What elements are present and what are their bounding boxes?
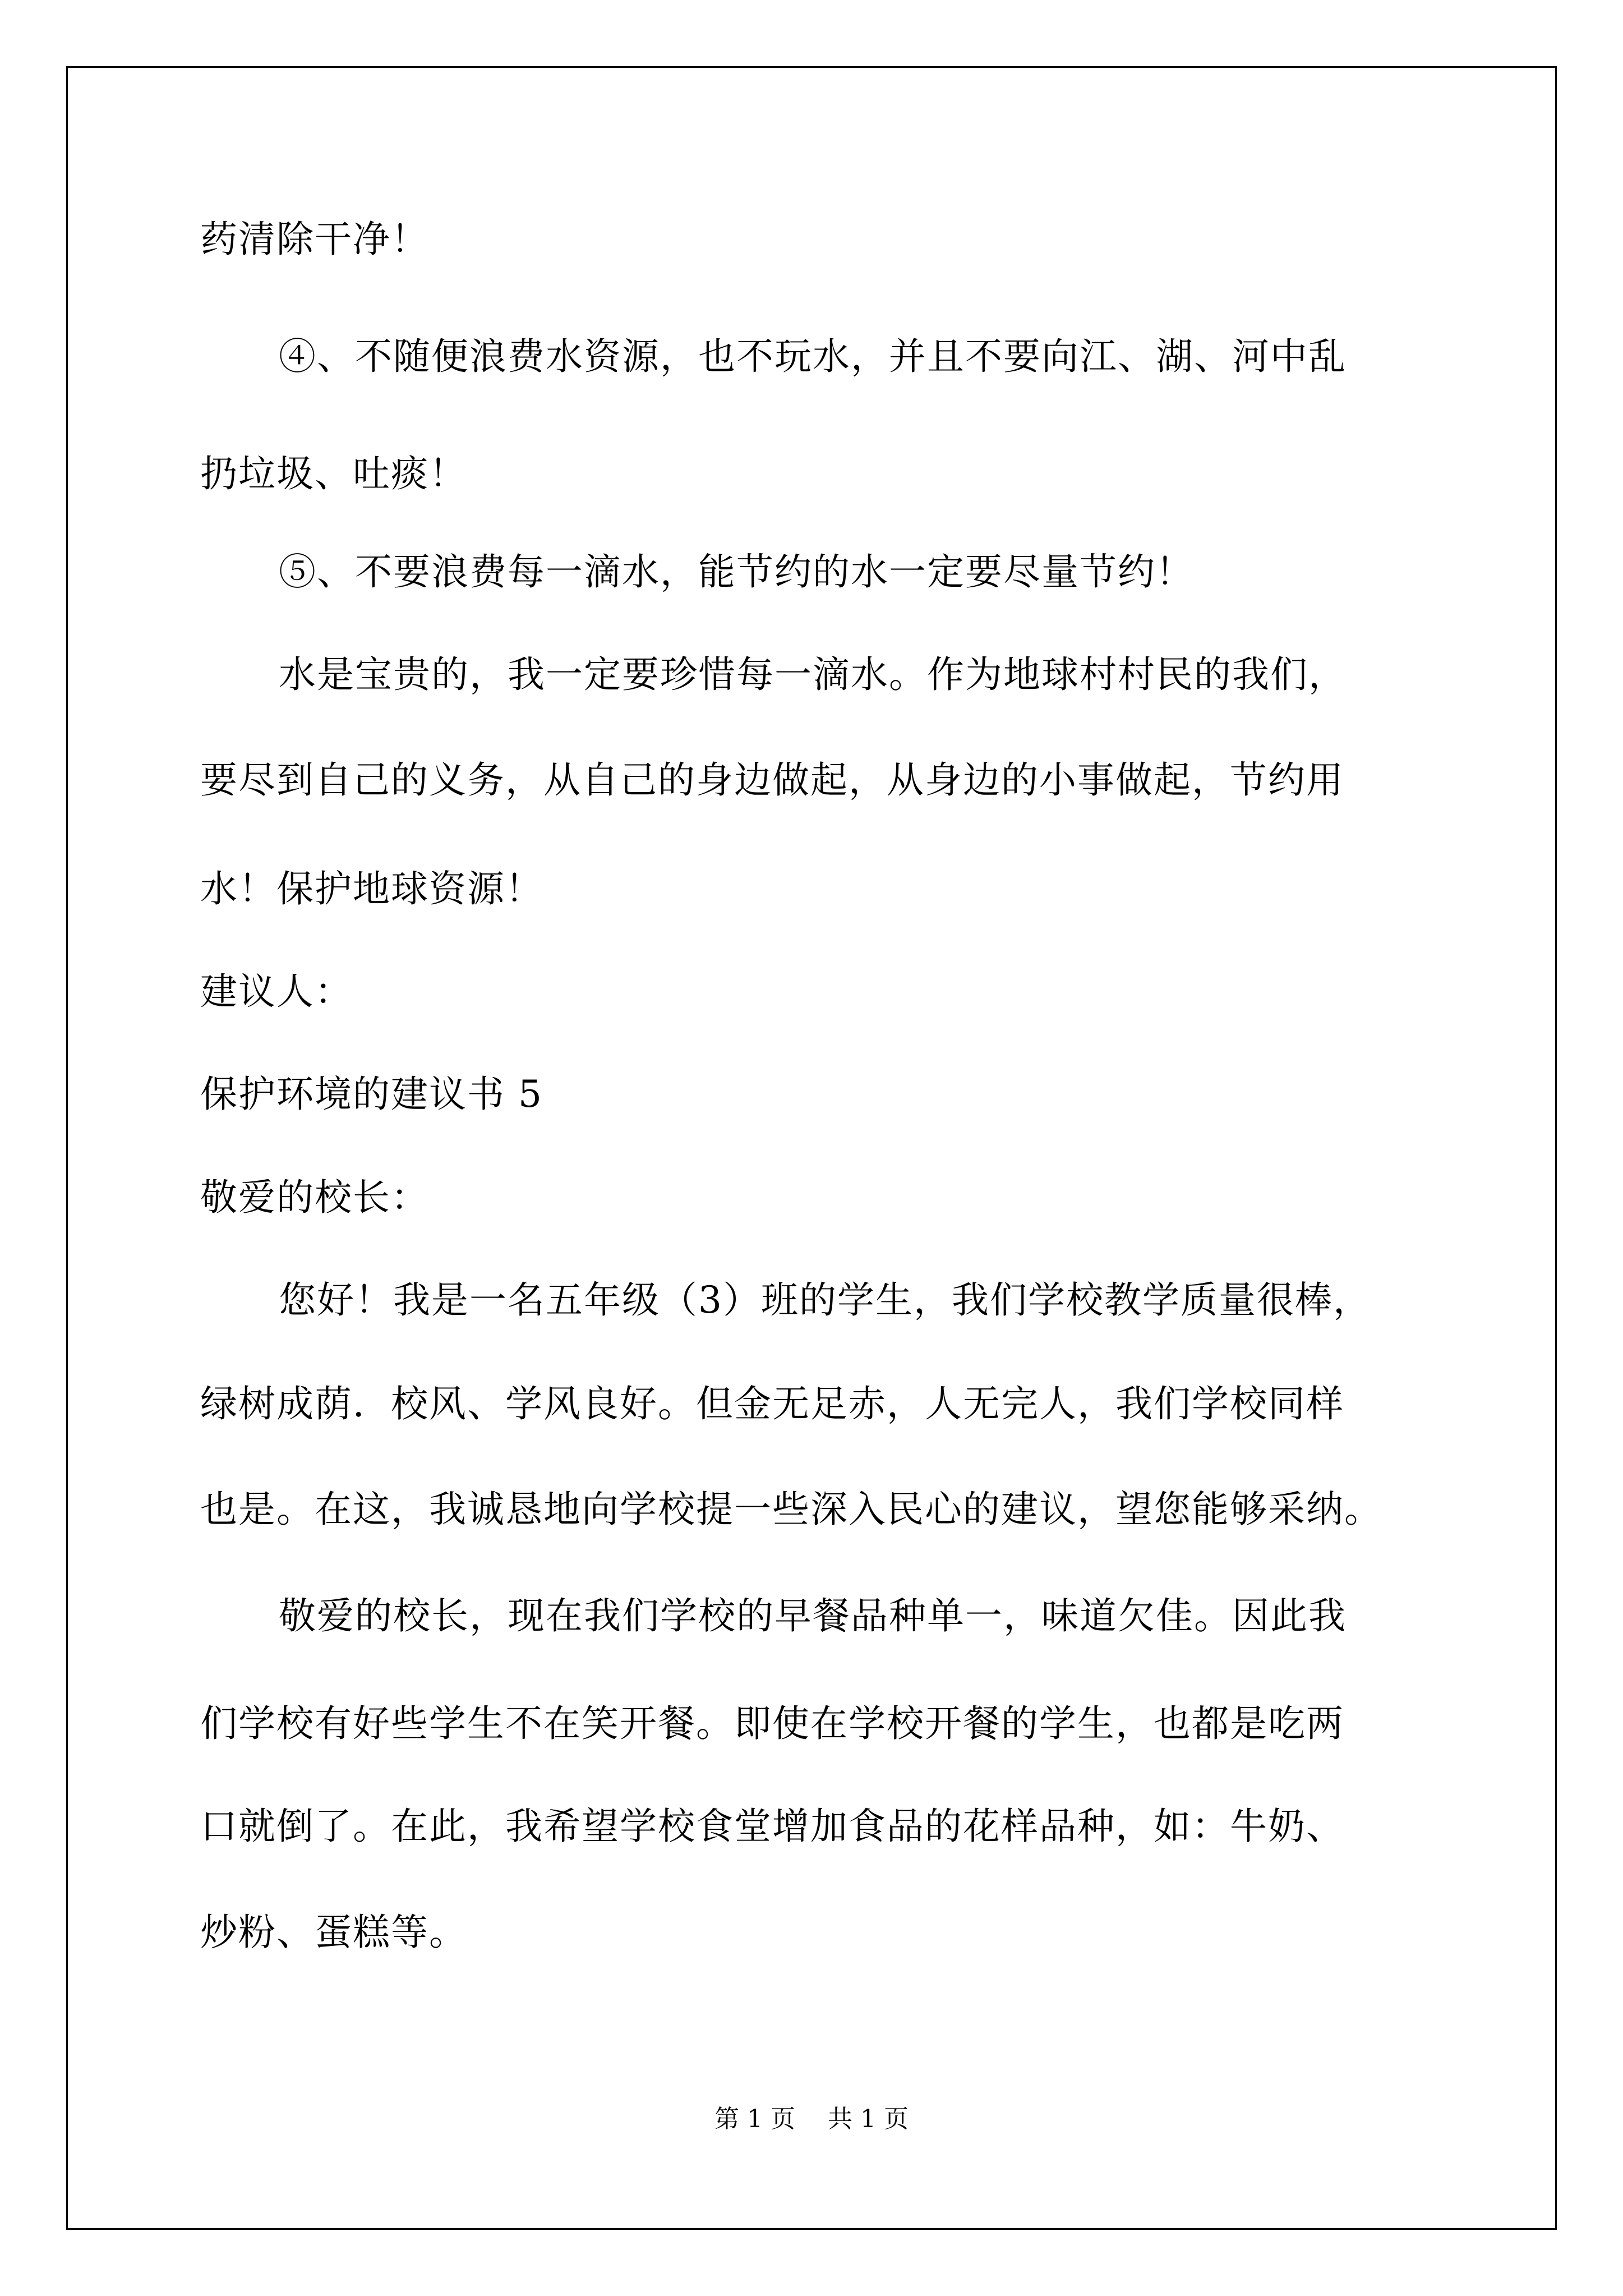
text-line: 水是宝贵的，我一定要珍惜每一滴水。作为地球村村民的我们， (279, 653, 1347, 696)
text-line: 敬爱的校长： (200, 1176, 429, 1219)
text-line: 们学校有好些学生不在笑开餐。即使在学校开餐的学生，也都是吃两 (200, 1702, 1344, 1745)
section-title: 保护环境的建议书 5 (200, 1073, 543, 1116)
text-line: 要尽到自己的义务，从自己的身边做起，从身边的小事做起，节约用 (200, 758, 1344, 802)
text-line: 口就倒了。在此，我希望学校食堂增加食品的花样品种，如：牛奶、 (200, 1805, 1344, 1848)
text-line: 扔垃圾、吐痰！ (200, 452, 467, 495)
text-line: 绿树成荫．校风、学风良好。但金无足赤，人无完人，我们学校同样 (200, 1382, 1344, 1425)
text-line: 药清除干净！ (200, 218, 429, 261)
text-line: ⑤、不要浪费每一滴水，能节约的水一定要尽量节约！ (279, 550, 1194, 593)
text-line: 水！保护地球资源！ (200, 867, 543, 910)
page-footer: 第 1 页 共 1 页 (714, 2105, 909, 2133)
text-line: ④、不随便浪费水资源，也不玩水，并且不要向江、湖、河中乱 (279, 335, 1347, 378)
page-frame (66, 66, 1557, 2230)
text-line: 您好！我是一名五年级（3）班的学生，我们学校教学质量很棒， (279, 1278, 1371, 1322)
text-line: 也是。在这，我诚恳地向学校提一些深入民心的建议，望您能够采纳。 (200, 1488, 1382, 1531)
text-line: 敬爱的校长，现在我们学校的早餐品种单一，味道欠佳。因此我 (279, 1594, 1347, 1637)
text-line: 建议人： (200, 970, 353, 1013)
text-line: 炒粉、蛋糕等。 (200, 1911, 467, 1954)
